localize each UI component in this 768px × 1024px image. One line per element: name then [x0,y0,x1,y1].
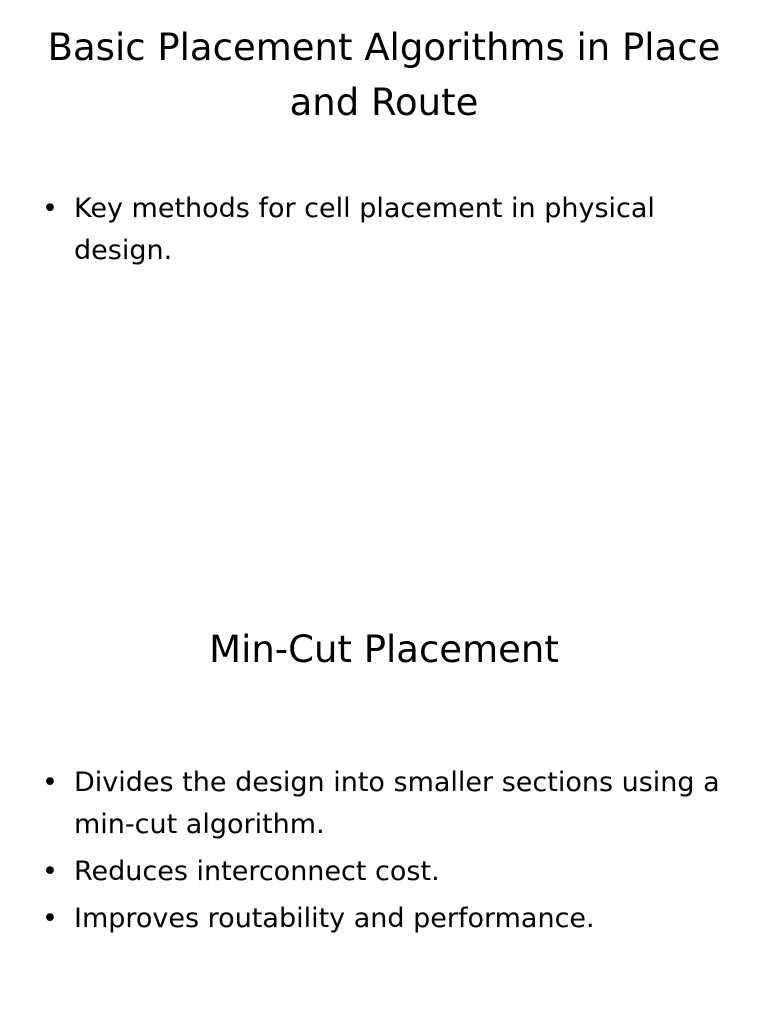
bullet-list [42,188,722,277]
bullet-text: Reduces interconnect cost. [74,856,440,887]
bullet-icon: • [42,903,58,934]
bullet-item [42,188,722,272]
bullet-icon: • [42,856,58,887]
bullet-item [42,851,722,893]
bullet-item [42,762,722,846]
slide-title: Min-Cut Placement [209,628,559,671]
slide-min-cut-placement [0,512,768,1024]
bullet-text: Improves routability and performance. [74,903,595,934]
bullet-icon: • [42,193,58,224]
bullet-list [42,762,722,945]
slide-title: Basic Placement Algorithms in Place and Route [47,26,721,124]
bullet-text: Divides the design into smaller sections using a min-cut algorithm. [74,767,720,840]
bullet-text: Key methods for cell placement in physical design. [74,193,655,266]
bullet-item [42,898,722,940]
bullet-icon: • [42,767,58,798]
